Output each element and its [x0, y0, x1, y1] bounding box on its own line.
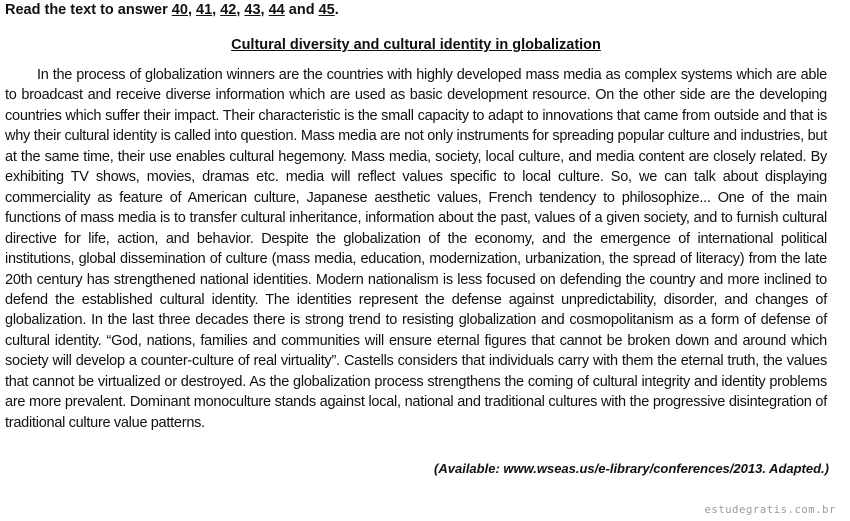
question-number-link[interactable]: 42: [220, 2, 237, 18]
separator: ,: [212, 2, 221, 18]
separator: and: [284, 2, 319, 18]
site-watermark: estudegratis.com.br: [704, 504, 836, 516]
question-number-link[interactable]: 45: [318, 2, 335, 18]
separator: .: [334, 2, 339, 18]
separator: ,: [187, 2, 196, 18]
instruction-line: [5, 0, 339, 20]
article-body: In the process of globalization winners are the countries with highly developed mass media as complex systems which are able to broadcast and receive diverse information which are used as basic development resource. On the other side are the developing countries which suffer their impact. Their characteristic is the small capacity to adapt to innovations that came from outside and that is why their cultural identity is called into question. Mass media are not only instruments for spreading popular culture and industries, but at the same time, their use enables cultural hegemony. Mass media, society, local culture, and media content are closely related. By exhibiting TV shows, movies, dramas etc. media will reflect values specific to local culture. So, we can talk about displaying commerciality as feature of American culture, Japanese aesthetic values, French tendency to philosophize... One of the main functions of mass media is to transfer cultural inheritance, information about the past, values of a given society, and to furnish cultural directive for life, action, and behavior. Despite the globalization of the economy, and the emergence of international political institutions, global dissemination of culture (mass media, education, modernization, urbanization, the spread of literacy) from the late 20th century has strengthened national identities. Modern nationalism is less focused on defending the country and more inclined to defend the established cultural identity. The identities represent the defense against unpredictability, disorder, and changes of globalization. In the last three decades there is strong trend to resisting globalization and cosmopolitanism as a form of defense of cultural identity. “God, nations, families and communities will ensure eternal figures that cannot be broken down and around which society will develop a counter-culture of real virtuality”. Castells considers that individuals carry with them the eternal truth, the values that cannot be virtualized or destroyed. As the globalization process strengthens the coming of cultural integrity and identity problems are more prevalent. Dominant monoculture stands against local, national and traditional cultures with the progressive disintegration of traditional culture value patterns.: [5, 67, 827, 431]
separator: ,: [236, 2, 245, 18]
question-number-link[interactable]: 41: [196, 2, 213, 18]
source-citation: (Available: www.wseas.us/e-library/conferences/2013. Adapted.): [434, 461, 829, 476]
instruction-prefix: Read the text to answer: [5, 2, 172, 18]
question-number-link[interactable]: 43: [244, 2, 261, 18]
separator: ,: [260, 2, 269, 18]
question-number-link[interactable]: 44: [268, 2, 285, 18]
question-number-link[interactable]: 40: [171, 2, 188, 18]
article-title: Cultural diversity and cultural identity in globalization: [231, 37, 601, 53]
